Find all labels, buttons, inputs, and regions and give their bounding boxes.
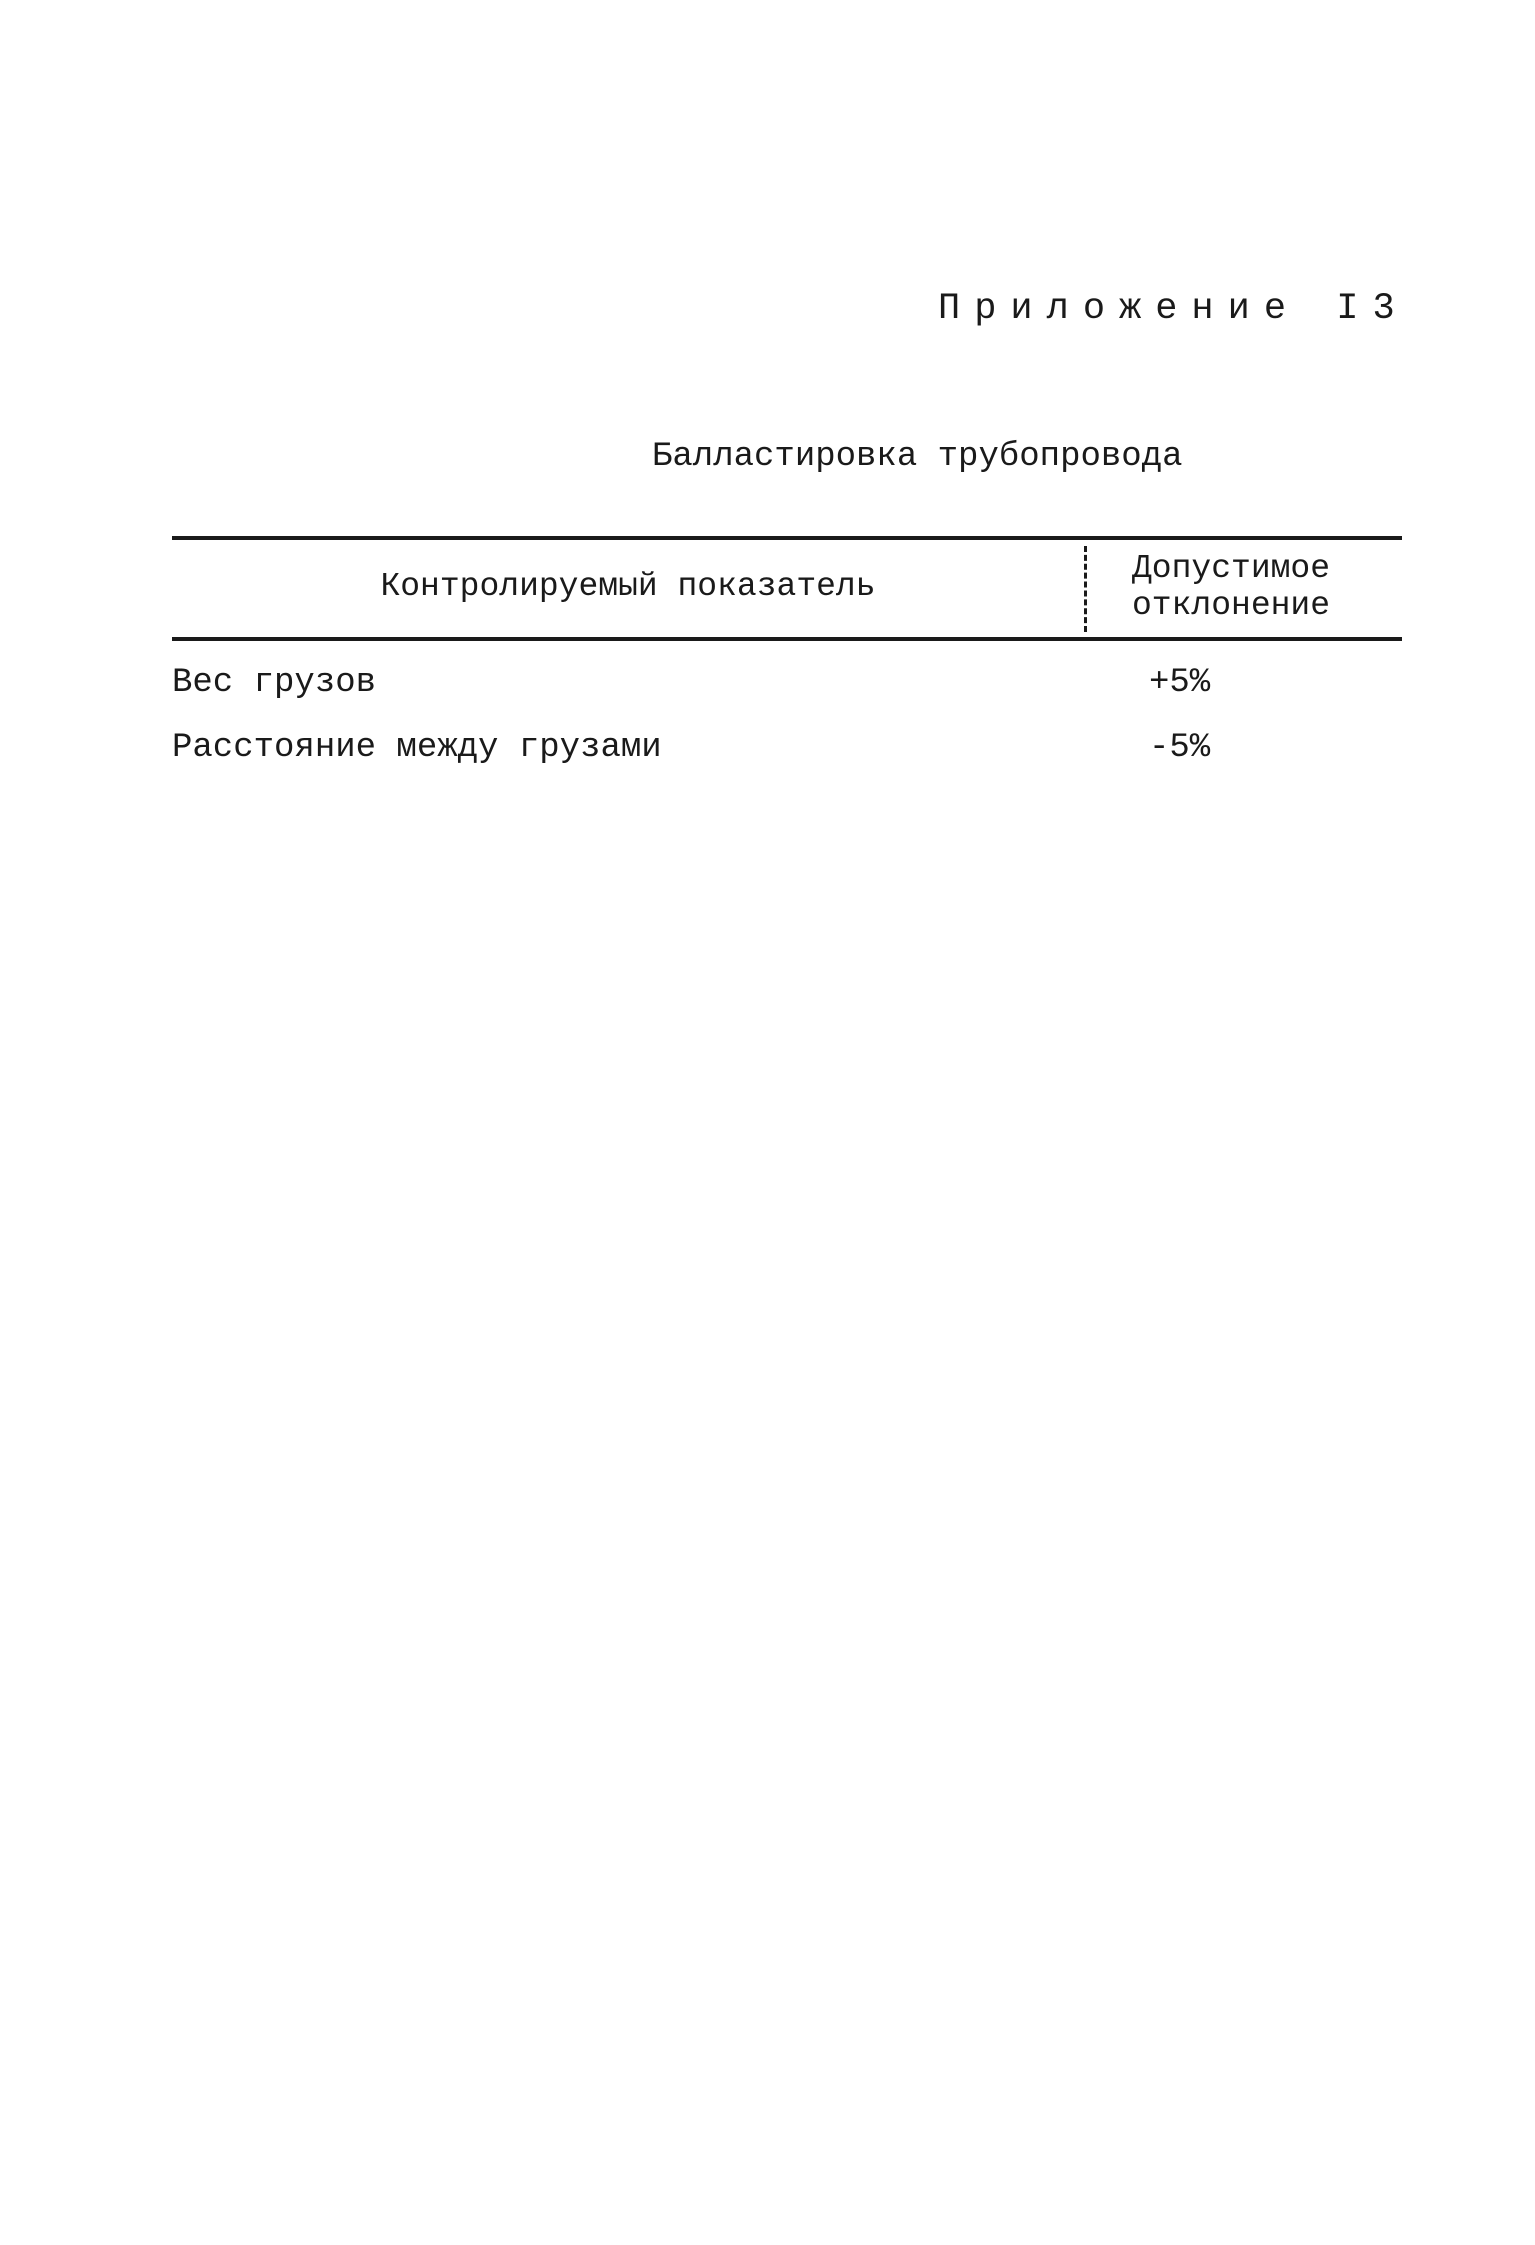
row-deviation: +5% <box>1149 664 1211 702</box>
table-header-rule <box>172 637 1402 641</box>
header-column-divider <box>1084 546 1087 632</box>
header-indicator: Контролируемый показатель <box>380 568 876 605</box>
header-deviation-line2: отклонение <box>1132 587 1331 624</box>
header-deviation <box>1132 550 1330 624</box>
row-indicator: Расстояние между грузами <box>172 729 662 767</box>
document-title: Балластировка трубопровода <box>652 438 1183 476</box>
table-header-row <box>172 540 1402 637</box>
header-deviation-line1: Допустимое <box>1132 550 1331 587</box>
row-indicator: Вес грузов <box>172 664 377 702</box>
deviation-table <box>172 536 1402 767</box>
row-deviation: -5% <box>1149 729 1211 767</box>
appendix-label: Приложение I3 <box>938 288 1409 330</box>
